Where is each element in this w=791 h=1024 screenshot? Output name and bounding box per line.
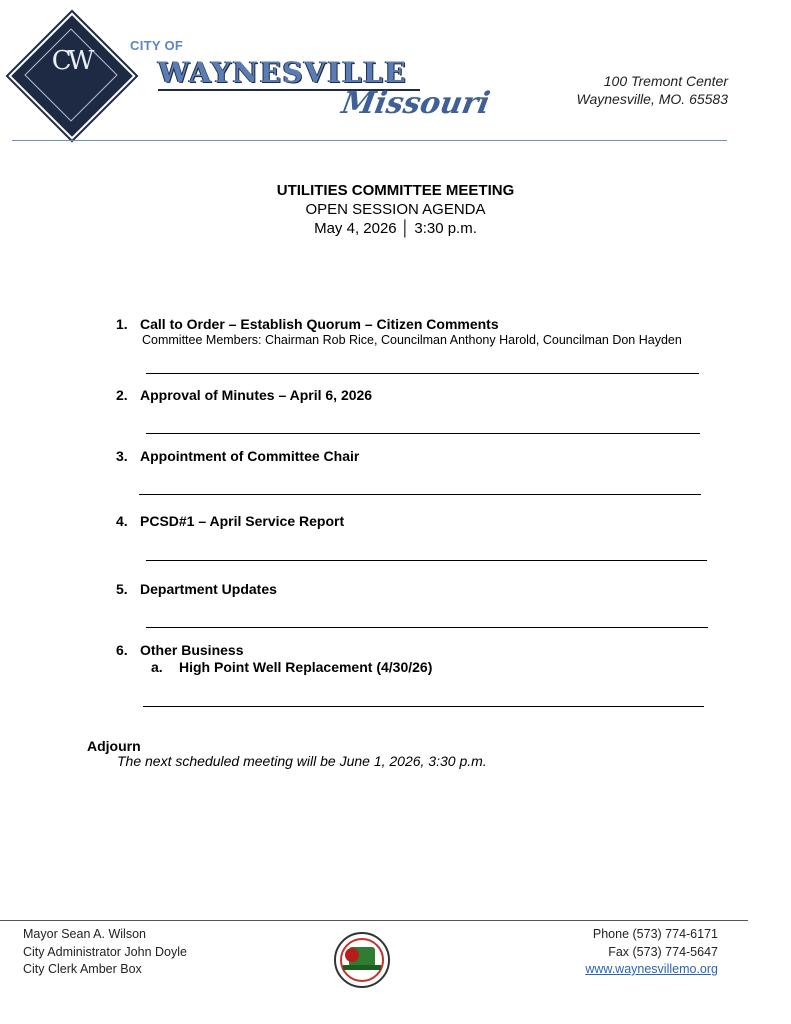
committee-members: Committee Members: Chairman Rob Rice, Councilman Anthony Harold, Councilman Don Hayden [142,333,682,347]
logo-state-name: Missouri [338,86,493,121]
agenda-item-3 [116,448,359,464]
logo-monogram: CW [51,46,91,76]
seal-tree-shape [345,948,359,962]
agenda-item-number: 1. [116,316,128,332]
logo-city-of: CITY OF [130,38,184,53]
adjourn-heading: Adjourn [87,738,141,754]
letterhead-address [577,72,728,108]
agenda-item-label: Approval of Minutes – April 6, 2026 [140,387,373,403]
footer-administrator: City Administrator John Doyle [23,944,187,959]
agenda-item-1 [116,316,499,332]
agenda-item-6 [116,642,243,658]
agenda-item-number: 6. [116,642,128,658]
logo-city-name: WAYNESVILLE [158,56,408,89]
agenda-item-4 [116,513,344,529]
footer-contact [585,926,718,979]
agenda-item-label: Other Business [140,642,244,658]
agenda-subitem-letter: a. [151,659,163,675]
agenda-item-label: Appointment of Committee Chair [140,448,360,464]
meeting-title: UTILITIES COMMITTEE MEETING [276,182,515,199]
notes-line [143,706,704,707]
agenda-item-2 [116,387,372,403]
footer-phone: Phone (573) 774-6171 [592,927,718,941]
session-title: OPEN SESSION AGENDA [305,201,486,218]
footer-divider [0,920,748,921]
header-divider [12,140,727,141]
agenda-title-block [0,181,791,238]
notes-line [146,433,700,434]
agenda-subitem-6a [151,659,432,675]
notes-line [146,560,707,561]
footer-mayor: Mayor Sean A. Wilson [23,927,146,941]
footer-clerk: City Clerk Amber Box [23,962,142,976]
agenda-item-number: 3. [116,448,128,464]
agenda-item-number: 5. [116,581,128,597]
seal-banner [343,965,381,970]
footer-officials [23,926,187,979]
notes-line [146,627,708,628]
agenda-item-5 [116,581,277,597]
address-line-1: 100 Tremont Center [603,73,728,89]
next-meeting-note: The next scheduled meeting will be June 1, 2026, 3:30 p.m. [117,753,487,769]
website-link[interactable]: www.waynesvillemo.org [585,962,718,976]
agenda-item-number: 4. [116,513,128,529]
agenda-item-label: PCSD#1 – April Service Report [140,513,345,529]
address-line-2: Waynesville, MO. 65583 [576,91,728,107]
agenda-item-label: Department Updates [140,581,277,597]
notes-line [139,494,701,495]
agenda-item-label: Call to Order – Establish Quorum – Citizen Comments [140,316,499,332]
notes-line [146,373,699,374]
meeting-date-time: May 4, 2026 │ 3:30 p.m. [314,220,477,237]
agenda-subitem-label: High Point Well Replacement (4/30/26) [179,659,433,675]
footer-fax: Fax (573) 774-5647 [608,944,718,959]
agenda-item-number: 2. [116,387,128,403]
